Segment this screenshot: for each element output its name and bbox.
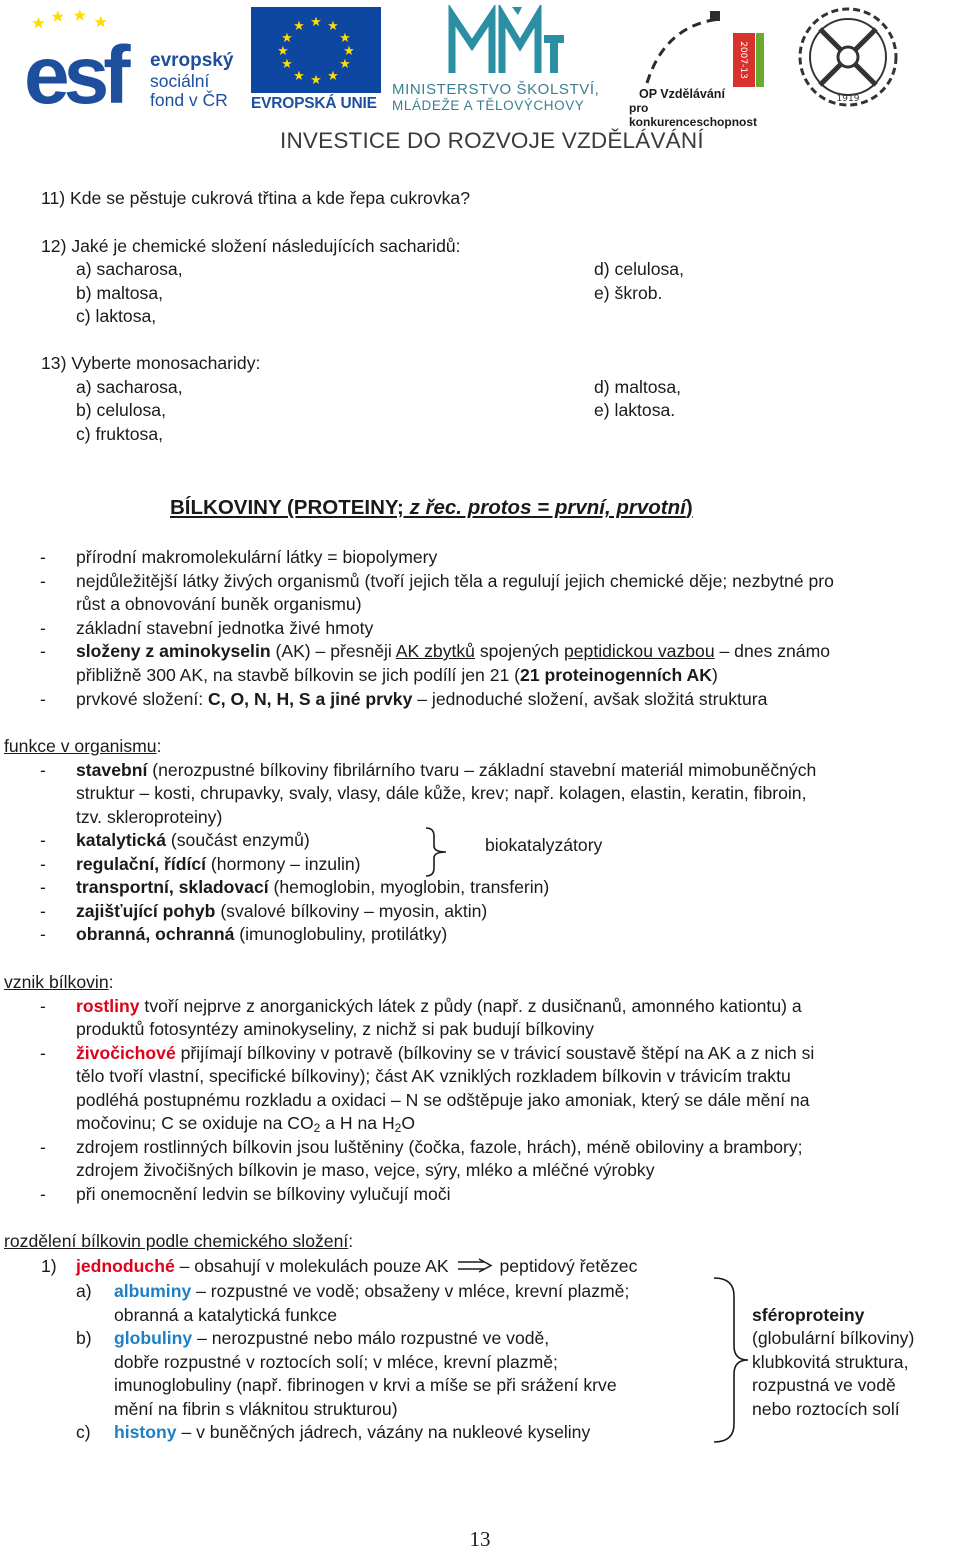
seal-year: 1919 (836, 94, 860, 104)
vznik-line-3b: zdrojem živočišných bílkovin je maso, vejce, sýry, mléko a mléčné výrobky (76, 1160, 655, 1180)
dash: - (40, 760, 46, 780)
funkce-f6-a: (imunoglobuliny, protilátky) (234, 924, 448, 944)
dash: - (40, 547, 46, 567)
funkce-line-1 (76, 759, 816, 782)
brace-icon (424, 826, 466, 878)
rozdeleni-num-1: 1) (41, 1256, 57, 1276)
intro-l4b-a: přibližně 300 AK, na stavbě bílkovin se jich podílí jen 21 ( (76, 665, 521, 685)
question-11: 11) Kde se pěstuje cukrová třtina a kde řepa cukrovka? (41, 188, 471, 208)
rozdeleni-title: rozdělení bílkovin podle chemického složení (4, 1231, 349, 1251)
funkce-colon: : (156, 736, 162, 756)
op-line1: OP Vzdělávání (639, 87, 725, 101)
svg-text:★: ★ (327, 69, 339, 84)
q12-option-b: b) maltosa, (76, 283, 164, 303)
svg-text:★: ★ (281, 57, 293, 72)
op-emblem-icon (625, 5, 775, 87)
svg-text:★: ★ (343, 44, 355, 59)
funkce-line-2 (76, 829, 310, 852)
rozdeleni-r1-a: – obsahují v molekulách pouze AK (174, 1256, 449, 1276)
vznik-line-1 (76, 995, 802, 1018)
dash: - (40, 641, 46, 661)
intro-l4-c: – dnes známo (714, 641, 831, 661)
side-sferoproteiny: sféroproteiny (752, 1305, 865, 1325)
intro-line-2a: nejdůležitější látky živých organismů (tvoří jejich těla a regulují jejich chemické děje; nezbytné pro (76, 571, 834, 591)
svg-text:★: ★ (327, 19, 339, 34)
brace-label: biokatalyzátory (485, 835, 603, 855)
msmt-logo (392, 5, 617, 113)
msmt-line1: MINISTERSTVO ŠKOLSTVÍ, (392, 81, 600, 98)
funkce-f1-a: (nerozpustné bílkoviny fibrilárního tvaru – základní stavební materiál mimobuněčných (147, 760, 817, 780)
investice-banner: INVESTICE DO ROZVOJE VZDĚLÁVÁNÍ (280, 128, 704, 153)
implies-arrow-icon (457, 1258, 495, 1274)
funkce-f1-bold: stavební (76, 760, 148, 780)
dash: - (40, 830, 46, 850)
esf-line3: fond v ČR (150, 90, 228, 110)
funkce-f3-a: (hormony – inzulin) (206, 854, 361, 874)
vznik-v2-sub1: 2 (313, 1121, 321, 1135)
vznik-colon: : (108, 972, 114, 992)
rozdeleni-b-line-d: mění na fibrin s vláknitou strukturou) (114, 1399, 398, 1419)
vznik-title: vznik bílkovin (4, 972, 109, 992)
q12-option-a: a) sacharosa, (76, 259, 183, 279)
q13-option-b: b) celulosa, (76, 400, 166, 420)
funkce-f4-bold: transportní, skladovací (76, 877, 269, 897)
side-line-4: nebo roztocích solí (752, 1399, 900, 1419)
vznik-v1-red: rostliny (76, 996, 140, 1016)
rozdeleni-heading (4, 1230, 353, 1253)
intro-line-5 (76, 688, 767, 711)
vznik-v2-d3: a H na H (320, 1113, 395, 1133)
intro-l4-a: (AK) – přesněji (270, 641, 396, 661)
vznik-line-1b: produktů fotosyntézy aminokyseliny, z nichž si pak budují bílkoviny (76, 1019, 594, 1039)
vznik-v2-d5: O (401, 1113, 416, 1133)
question-13-title: 13) Vyberte monosacharidy: (41, 353, 261, 373)
rozdeleni-b-a: – nerozpustné nebo málo rozpustné ve vodě, (192, 1328, 550, 1348)
funkce-f4-a: (hemoglobin, myoglobin, transferin) (268, 877, 550, 897)
funkce-f6-bold: obranná, ochranná (76, 924, 235, 944)
intro-l5-a: prvkové složení: (76, 689, 209, 709)
funkce-line-1c: tzv. skleroproteiny) (76, 807, 223, 827)
vznik-line-3: zdrojem rostlinných bílkovin jsou luštěniny (čočka, fazole, hrách), méně obiloviny a brambory; (76, 1137, 803, 1157)
svg-text:★: ★ (277, 44, 289, 59)
msmt-line2: MLÁDEŽE A TĚLOVÝCHOVY (392, 98, 585, 113)
dash: - (40, 1184, 46, 1204)
question-12-title: 12) Jaké je chemické složení následujících sacharidů: (41, 236, 461, 256)
rozdeleni-r1-b: peptidový řetězec (494, 1256, 638, 1276)
intro-l4-b: spojených (474, 641, 564, 661)
intro-l4-u2: peptidickou vazbou (563, 641, 715, 661)
dash: - (40, 996, 46, 1016)
q13-option-a: a) sacharosa, (76, 377, 183, 397)
intro-l4b-bold: 21 proteinogenních AK (520, 665, 712, 685)
rozdeleni-b-line-b: dobře rozpustné v roztocích solí; v mléce, krevní plazmě; (114, 1352, 558, 1372)
intro-l4b-c: ) (711, 665, 718, 685)
dash: - (40, 1043, 46, 1063)
intro-l4-bold: složeny z aminokyselin (76, 641, 271, 661)
funkce-f2-a: (součást enzymů) (166, 830, 310, 850)
vznik-v2-d1: močovinu; C se oxiduje na CO (76, 1113, 314, 1133)
esf-line2: sociální (150, 71, 210, 91)
intro-line-2b: růst a obnovování buněk organismu) (76, 594, 362, 614)
intro-l4-u1: AK zbytků (395, 641, 475, 661)
rozdeleni-colon: : (348, 1231, 354, 1251)
funkce-line-4 (76, 876, 549, 899)
msmt-emblem-icon (392, 5, 617, 83)
rozdeleni-c-line (114, 1421, 590, 1444)
svg-text:esf: esf (24, 30, 125, 107)
eu-label: EVROPSKÁ UNIE (251, 95, 377, 112)
funkce-line-1b: struktur – kosti, chrupavky, svaly, vlasy, dále kůže, krev; např. kolagen, elastin, keratin, fibroin, (76, 783, 807, 803)
op-years: 2007-13 (738, 41, 748, 79)
svg-text:★: ★ (293, 69, 305, 84)
q13-option-e: e) laktosa. (594, 400, 676, 420)
q12-option-d: d) celulosa, (594, 259, 684, 279)
intro-line-4b (76, 664, 718, 687)
rozdeleni-a-a: – rozpustné ve vodě; obsaženy v mléce, krevní plazmě; (191, 1281, 630, 1301)
funkce-f2-bold: katalytická (76, 830, 166, 850)
rozdeleni-c-a: – v buněčných jádrech, vázány na nukleové kyseliny (176, 1422, 591, 1442)
side-line-2: klubkovitá struktura, (752, 1352, 909, 1372)
funkce-f5-bold: zajišťující pohyb (76, 901, 216, 921)
q12-option-e: e) škrob. (594, 283, 663, 303)
vznik-v2-red: živočichové (76, 1043, 176, 1063)
rozdeleni-histony: histony (114, 1422, 177, 1442)
svg-text:★: ★ (310, 15, 322, 30)
esf-line1: evropský (150, 50, 234, 71)
school-seal-logo (796, 5, 900, 111)
q13-option-c: c) fruktosa, (76, 424, 164, 444)
intro-line-3: základní stavební jednotka živé hmoty (76, 618, 374, 638)
dash: - (40, 877, 46, 897)
side-line-1: (globulární bílkoviny) (752, 1328, 915, 1348)
heading-close: ) (685, 496, 693, 519)
heading-main: BÍLKOVINY (PROTEINY; (170, 496, 410, 519)
rozdeleni-c-label: c) (76, 1422, 91, 1442)
funkce-heading (4, 735, 161, 758)
vznik-line-2c: podléhá postupnému rozkladu a oxidaci – N se odštěpuje jako amoniak, který se dále mění na (76, 1090, 810, 1110)
eu-flag-icon (251, 7, 381, 95)
funkce-f5-a: (svalové bílkoviny – myosin, aktin) (215, 901, 488, 921)
svg-text:★: ★ (339, 31, 351, 46)
op-logo (625, 5, 775, 129)
curly-brace-icon (710, 1276, 750, 1446)
esf-logo (22, 7, 244, 110)
dash: - (40, 689, 46, 709)
eu-logo (251, 7, 381, 113)
funkce-line-5 (76, 900, 487, 923)
dash: - (40, 618, 46, 638)
op-line2: pro konkurenceschopnost (629, 101, 758, 129)
dash: - (40, 854, 46, 874)
gear-seal-icon (796, 5, 900, 111)
dash: - (40, 571, 46, 591)
funkce-title: funkce v organismu (4, 736, 157, 756)
intro-l5-bold: C, O, N, H, S a jiné prvky (208, 689, 413, 709)
rozdeleni-a-label: a) (76, 1281, 92, 1301)
section-heading (170, 494, 693, 521)
rozdeleni-albuminy: albuminy (114, 1281, 192, 1301)
intro-l5-c: – jednoduché složení, avšak složitá struktura (412, 689, 768, 709)
q12-option-c: c) laktosa, (76, 306, 157, 326)
svg-text:★: ★ (281, 31, 293, 46)
svg-text:★: ★ (310, 73, 322, 88)
rozdeleni-b-line (114, 1327, 549, 1350)
page-number: 13 (469, 1527, 491, 1551)
side-line-3: rozpustná ve vodě (752, 1375, 896, 1395)
rozdeleni-b-label: b) (76, 1328, 92, 1348)
intro-line-4 (76, 640, 830, 663)
rozdeleni-line-1 (76, 1255, 637, 1278)
dash: - (40, 1137, 46, 1157)
rozdeleni-a-line-b: obranná a katalytická funkce (114, 1305, 337, 1325)
dash: - (40, 901, 46, 921)
vznik-heading (4, 971, 114, 994)
vznik-v1-a: tvoří nejprve z anorganických látek z půdy (např. z dusičnanů, amonného kationtu) a (139, 996, 802, 1016)
vznik-v2-sub2: 2 (394, 1121, 402, 1135)
rozdeleni-r1-red: jednoduché (76, 1256, 175, 1276)
svg-text:★: ★ (293, 19, 305, 34)
funkce-line-6 (76, 923, 447, 946)
q13-option-d: d) maltosa, (594, 377, 682, 397)
rozdeleni-b-line-c: imunoglobuliny (např. fibrinogen v krvi a míše se při srážení krve (114, 1375, 617, 1395)
heading-etymology: z řec. protos = první, prvotní (409, 496, 686, 519)
vznik-v2-a: přijímají bílkoviny v potravě (bílkoviny se v trávicí soustavě štěpí na AK a z nich si (175, 1043, 815, 1063)
vznik-line-2b: tělo tvoří vlastní, specifické bílkoviny); část AK vzniklých rozkladem bílkovin v trávicím traktu (76, 1066, 791, 1086)
funkce-line-3 (76, 853, 361, 876)
intro-line-1: přírodní makromolekulární látky = biopolymery (76, 547, 438, 567)
funkce-f3-bold: regulační, řídící (76, 854, 207, 874)
dash: - (40, 924, 46, 944)
vznik-line-4: při onemocnění ledvin se bílkoviny vylučují moči (76, 1184, 451, 1204)
rozdeleni-globuliny: globuliny (114, 1328, 193, 1348)
rozdeleni-a-line (114, 1280, 629, 1303)
vznik-line-2 (76, 1042, 814, 1065)
svg-text:★: ★ (339, 57, 351, 72)
